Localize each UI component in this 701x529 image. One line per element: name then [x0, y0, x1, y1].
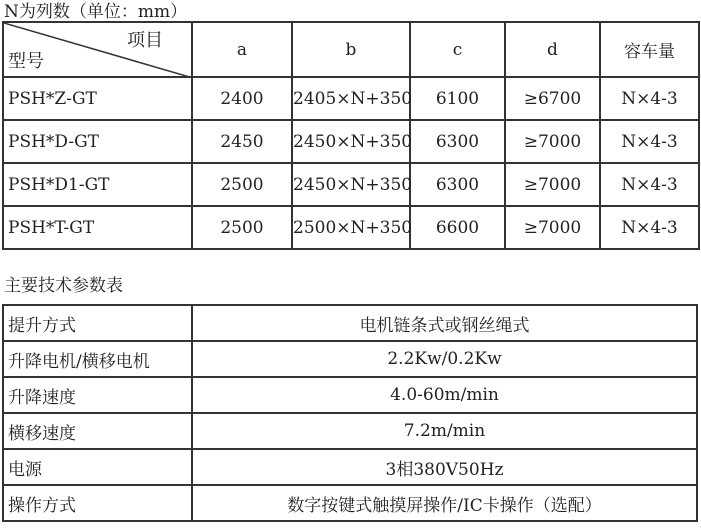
model-cell: PSH*Z-GT: [3, 77, 192, 120]
a-cell: 2500: [192, 206, 292, 249]
c-cell: 6600: [410, 206, 505, 249]
c-cell: 6300: [410, 163, 505, 206]
param-name: 横移速度: [3, 413, 192, 449]
param-value: 电机链条式或钢丝绳式: [192, 305, 697, 341]
table-row: [3, 206, 699, 249]
table-row: [3, 377, 697, 413]
a-cell: 2450: [192, 120, 292, 163]
corner-header-item: 项目: [127, 30, 163, 51]
d-cell: ≥6700: [505, 77, 600, 120]
table-row: [3, 163, 699, 206]
param-name: 提升方式: [3, 305, 192, 341]
column-header-a: a: [192, 22, 292, 77]
capacity-cell: N×4-3: [600, 77, 699, 120]
table-row: [3, 305, 697, 341]
b-cell: 2405×N+350: [292, 77, 410, 120]
technical-params-table: [2, 304, 698, 522]
d-cell: ≥7000: [505, 163, 600, 206]
param-value: 数字按键式触摸屏操作/IC卡操作（选配）: [192, 485, 697, 521]
c-cell: 6300: [410, 120, 505, 163]
table-row: [3, 413, 697, 449]
model-dimension-table: [2, 21, 700, 250]
b-cell: 2500×N+350: [292, 206, 410, 249]
dimension-caption: N为列数（单位：mm）: [4, 2, 188, 22]
param-value: 2.2Kw/0.2Kw: [192, 341, 697, 377]
model-cell: PSH*D-GT: [3, 120, 192, 163]
table-row: [3, 341, 697, 377]
b-cell: 2450×N+350: [292, 120, 410, 163]
d-cell: ≥7000: [505, 120, 600, 163]
table-row: [3, 77, 699, 120]
corner-header-cell: [3, 22, 192, 77]
param-value: 3相380V50Hz: [192, 449, 697, 485]
capacity-cell: N×4-3: [600, 163, 699, 206]
param-name: 电源: [3, 449, 192, 485]
corner-header-model: 型号: [8, 51, 44, 72]
capacity-cell: N×4-3: [600, 120, 699, 163]
d-cell: ≥7000: [505, 206, 600, 249]
param-value: 7.2m/min: [192, 413, 697, 449]
model-cell: PSH*T-GT: [3, 206, 192, 249]
b-cell: 2450×N+350: [292, 163, 410, 206]
param-name: 升降速度: [3, 377, 192, 413]
a-cell: 2500: [192, 163, 292, 206]
table-row: [3, 449, 697, 485]
model-cell: PSH*D1-GT: [3, 163, 192, 206]
column-header-d: d: [505, 22, 600, 77]
table-row: [3, 120, 699, 163]
column-header-c: c: [410, 22, 505, 77]
capacity-cell: N×4-3: [600, 206, 699, 249]
column-header-capacity: 容车量: [600, 22, 699, 77]
param-value: 4.0-60m/min: [192, 377, 697, 413]
param-name: 升降电机/横移电机: [3, 341, 192, 377]
a-cell: 2400: [192, 77, 292, 120]
table-row: [3, 485, 697, 521]
params-caption: 主要技术参数表: [4, 276, 123, 296]
param-name: 操作方式: [3, 485, 192, 521]
c-cell: 6100: [410, 77, 505, 120]
column-header-b: b: [292, 22, 410, 77]
table-header-row: [3, 22, 699, 77]
